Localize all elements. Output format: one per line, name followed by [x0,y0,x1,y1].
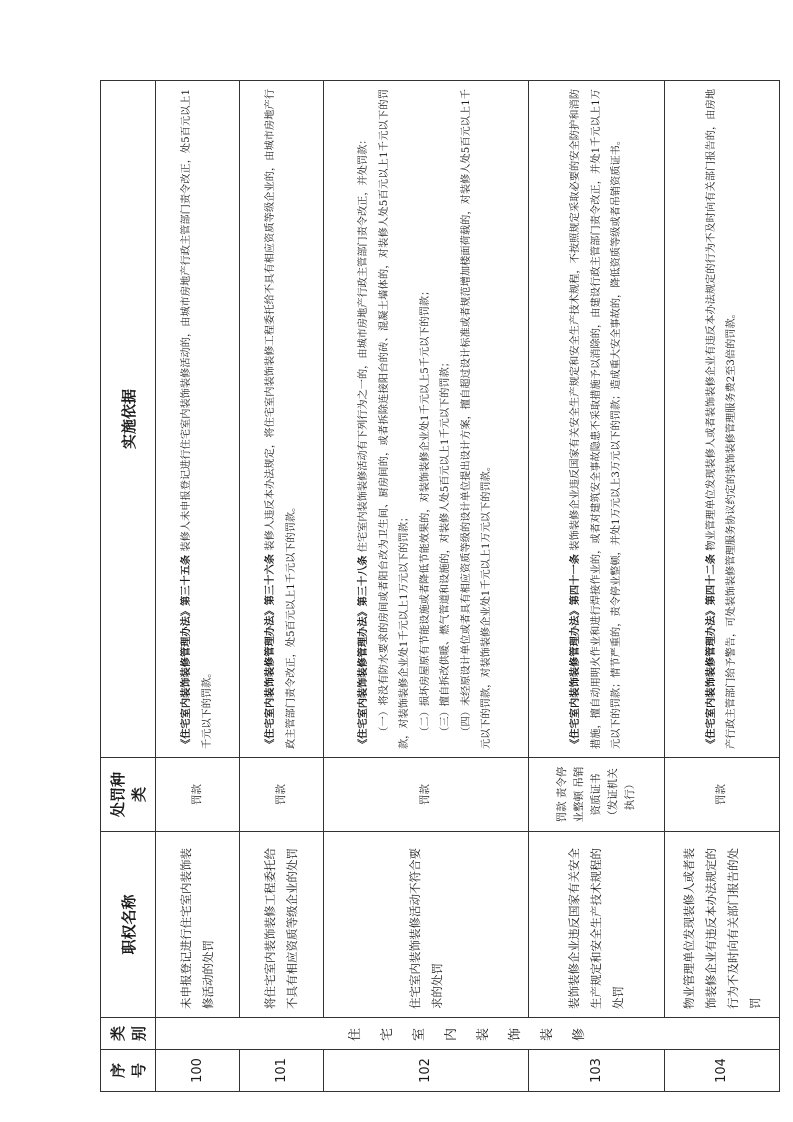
row-number: 100 [156,1050,240,1092]
law-reference: 《住宅室内装饰装修管理办法》第四十一条 [569,554,581,749]
penalty-authority-table [100,80,780,1092]
penalty-type: 罚款 责令停业整顿 吊销资质证书（发证机关执行） [528,758,664,832]
table-row [664,81,779,1092]
law-reference: 《住宅室内装饰装修管理办法》第三十五条 [180,554,193,749]
basis-item: （一）将没有防水要求的房间或者阳台改为卫生间、厨房间的，或者拆除连接阳台的砖、混凝土墙体的，对装修人处5百元以上1千元以下的罚款，对装饰装修企业处1千元以上1万元以下的罚款； [378,89,411,749]
basis-text: 装修人未申报登记进行住宅室内装饰装修活动的，由城市房地产行政主管部门责令改正，处5百元以上1千元以下的罚款。 [181,89,213,749]
header-basis: 实施依据 [101,81,156,758]
category-cell: 住宅室内装饰装修 [156,1018,780,1050]
penalty-type: 罚款 [239,758,323,832]
legal-basis [156,81,240,758]
header-category: 类别 [101,1018,156,1050]
legal-basis [664,81,779,758]
basis-item: （三）擅自拆改供暖、燃气管道和设施的，对装修人处5百元以上1千元以下的罚款； [440,357,452,737]
penalty-type: 罚款 [323,758,528,832]
table-header-row [101,81,156,1092]
law-reference: 《住宅室内装饰装修管理办法》第三十八条 [357,555,370,749]
authority-name: 未申报登记进行住宅室内装饰装修活动的处罚 [156,832,240,1018]
row-number: 101 [239,1050,323,1092]
authority-name: 装饰装修企业违反国家有关安全生产规定和安全生产技术规程的处罚 [528,832,664,1018]
row-number: 104 [664,1050,779,1092]
legal-basis [239,81,323,758]
authority-name: 物业管理单位发现装修人或者装饰装修企业有违反本办法规定的行为不及时向有关部门报告的处罚 [664,832,779,1018]
basis-item: （二）损坏房屋原有节能设施或者降低节能效果的，对装饰装修企业处1千元以上5千元以下的罚款； [419,285,431,737]
penalty-type: 罚款 [156,758,240,832]
row-number: 102 [323,1050,528,1092]
header-penalty: 处罚种类 [101,758,156,832]
basis-text: 装饰装修企业违反国家有关安全生产规定和安全生产技术规程，不按照规定采取必要的安全防护和消防措施，擅自动用明火作业和进行焊接作业的，或者对建筑安全事故隐患不采取措施予以消除的，由建设行政主管部门责令改正，并处1千元以上1万元以下的罚款；情节严重的，责令停业整顿，并处1万元以上3万元以下的罚款；造成重大安全事故的，降低资质等级或者吊销资质证书。 [570,88,622,749]
basis-item: （四）未经原设计单位或者具有相应资质等级的设计单位提出设计方案，擅自超过设计标准或者规范增加楼面荷载的，对装修人处5百元以上1千元以下的罚款，对装饰装修企业处1千元以上1万元以下的罚款。 [460,89,493,749]
law-reference: 《住宅室内装饰装修管理办法》第四十二条 [704,554,717,749]
table-row [239,81,323,1092]
authority-name: 住宅室内装饰装修活动不符合要求的处罚 [323,832,528,1018]
header-name: 职权名称 [101,832,156,1018]
penalty-type: 罚款 [664,758,779,832]
header-no: 序号 [101,1050,156,1092]
authority-name: 将住宅室内装饰装修工程委托给不具有相应资质等级企业的处罚 [239,832,323,1018]
rotated-table-page [100,80,780,1092]
table-row [323,81,528,1092]
law-reference: 《住宅室内装饰装修管理办法》第三十六条 [264,554,277,749]
table-row [528,81,664,1092]
legal-basis [528,81,664,758]
row-number: 103 [528,1050,664,1092]
basis-text: 物业管理单位发现装修人或者装饰装修企业有违反本办法规定的行为不及时向有关部门报告的，由房地产行政主管部门给予警告，可处装饰装修管理服务协议约定的装饰装修管理服务费2至3倍的罚款。 [705,88,738,749]
basis-text: 住宅室内装饰装修活动有下列行为之一的，由城市房地产行政主管部门责令改正，并处罚款： [358,134,370,553]
table-row [156,81,240,1092]
legal-basis [323,81,528,758]
basis-text: 装修人违反本办法规定，将住宅室内装饰装修工程委托给不具有相应资质等级企业的，由城市房地产行政主管部门责令改正，处5百元以上1千元以下的罚款。 [265,88,297,749]
